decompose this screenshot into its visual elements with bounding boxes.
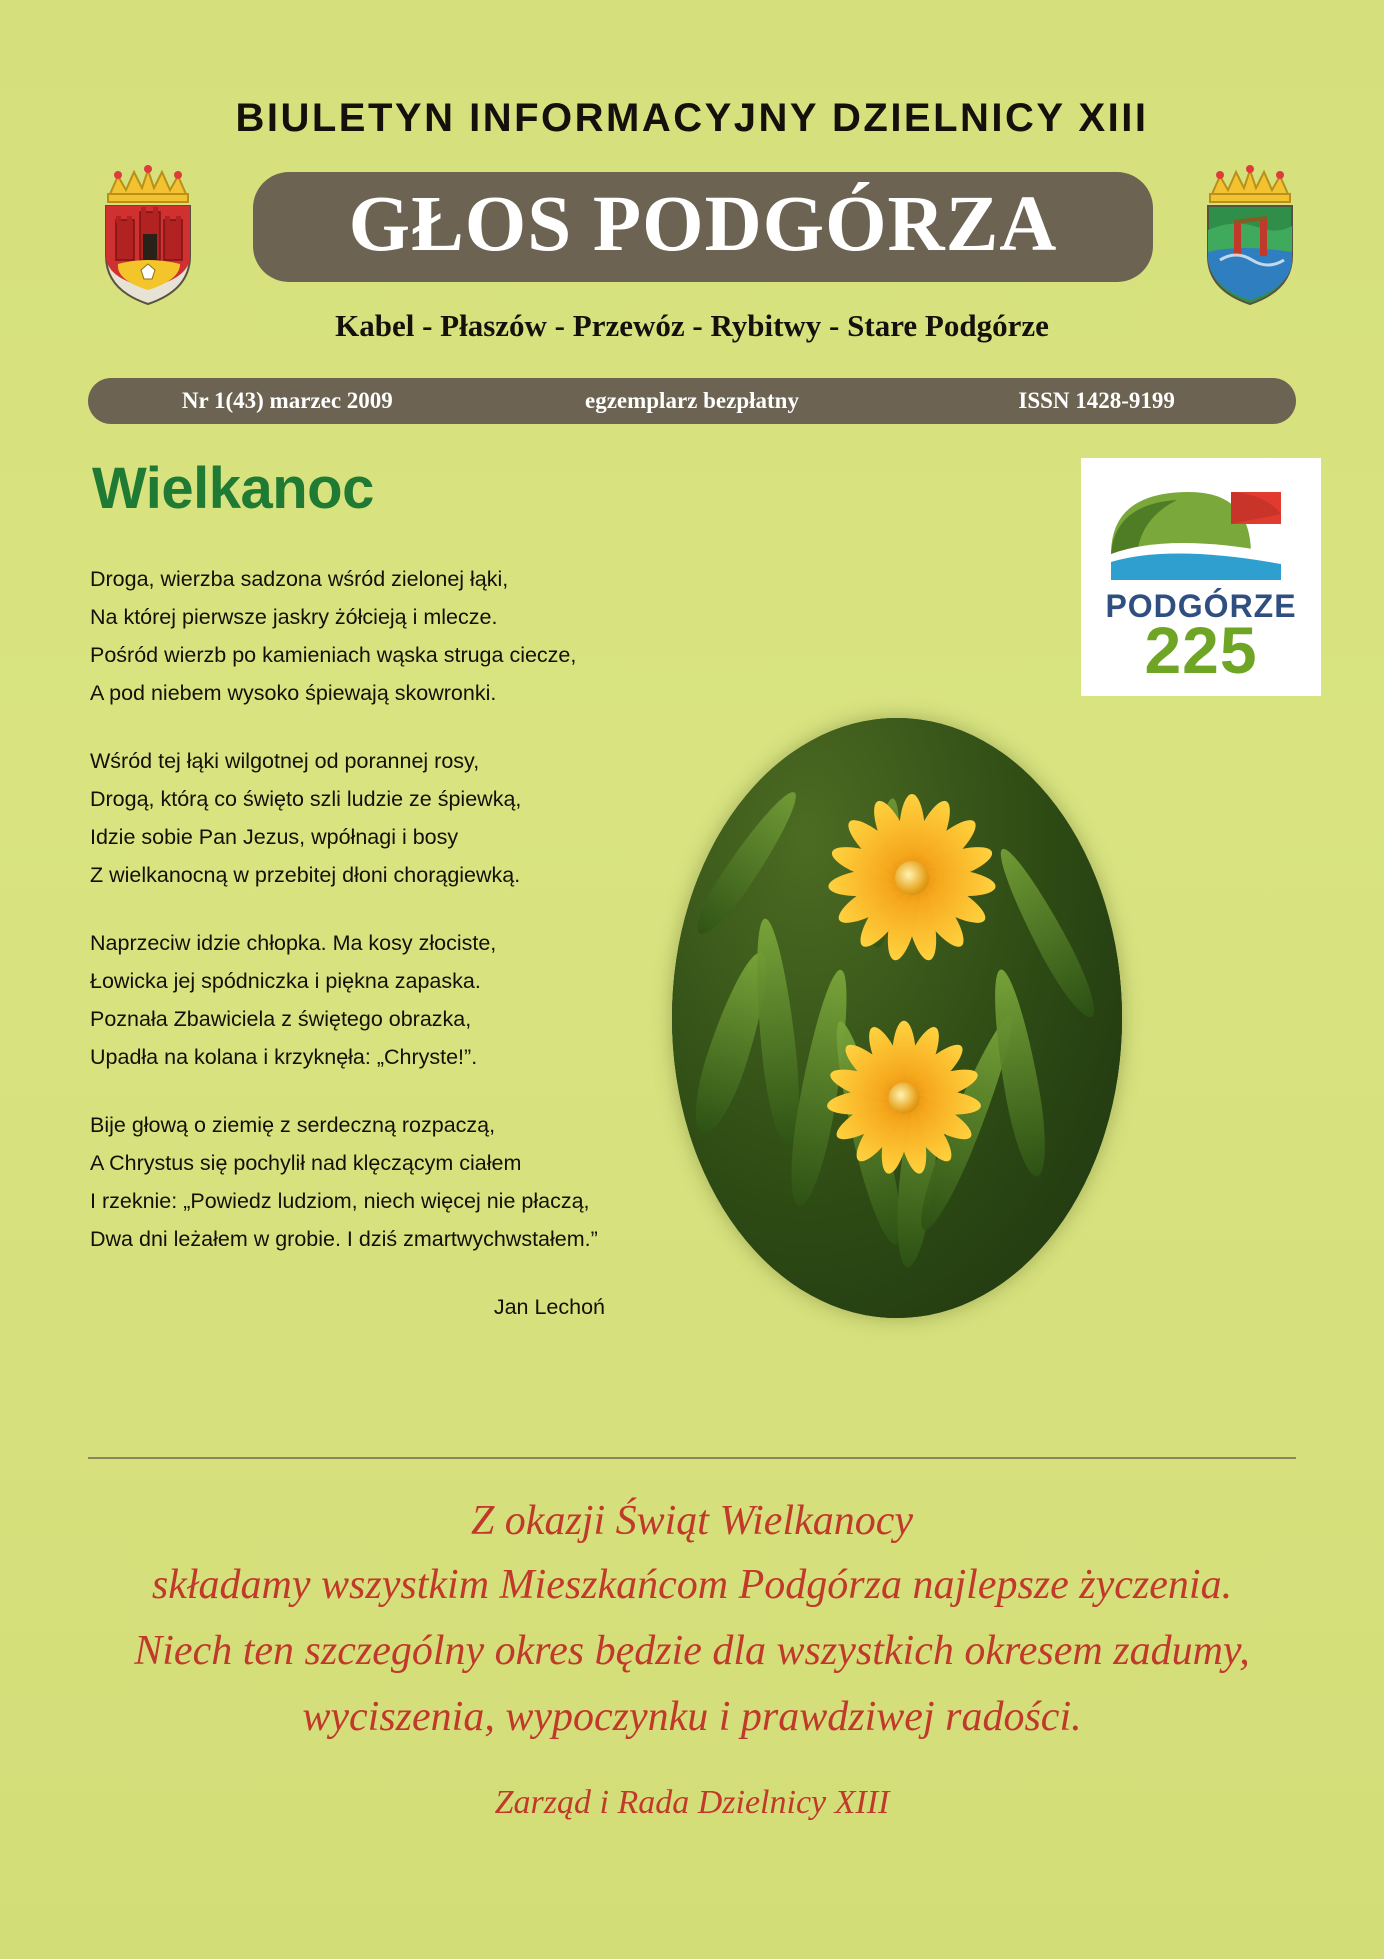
poem-line: I rzeknie: „Powiedz ludziom, niech więcej nie płaczą, — [90, 1189, 590, 1213]
issue-issn: ISSN 1428-9199 — [1018, 388, 1175, 413]
greeting-line-1: Z okazji Świąt Wielkanocy — [470, 1498, 914, 1544]
section-divider — [88, 1457, 1296, 1459]
poem-line: A Chrystus się pochylił nad klęczącym ciałem — [90, 1151, 522, 1175]
logo-graphic-icon — [1081, 458, 1321, 593]
poem-line: Drogą, którą co święto szli ludzie ze śpiewką, — [90, 787, 522, 811]
poem-line: Pośród wierzb po kamieniach wąska struga ciecze, — [90, 643, 577, 667]
issue-info-bar — [88, 378, 1296, 424]
logo-anniversary-number: 225 — [1144, 613, 1258, 687]
poem-line: Droga, wierzba sadzona wśród zielonej łąki, — [90, 567, 509, 591]
poem-stanza — [90, 924, 650, 1076]
greeting-line-3: Niech ten szczególny okres będzie dla wszystkich okresem zadumy, — [134, 1628, 1250, 1674]
newsletter-subtitle: Kabel - Płaszów - Przewóz - Rybitwy - Stare Podgórze — [335, 308, 1049, 343]
poem-author: Jan Lechoń — [493, 1295, 605, 1319]
poem-line: Na której pierwsze jaskry żółcieją i mlecze. — [90, 605, 498, 629]
poem-stanza — [90, 742, 650, 894]
greeting-line-4: wyciszenia, wypoczynku i prawdziwej radości. — [302, 1694, 1082, 1740]
logo-name: PODGÓRZE — [1105, 588, 1297, 624]
poem-line: A pod niebem wysoko śpiewają skowronki. — [90, 681, 497, 705]
poem-body — [90, 560, 650, 1326]
flower-photo — [672, 718, 1122, 1318]
coat-of-arms-left-icon — [88, 160, 208, 310]
poem-line: Idzie sobie Pan Jezus, wpółnagi i bosy — [90, 825, 459, 849]
poem-line: Z wielkanocną w przebitej dłoni chorągiewką. — [90, 863, 521, 887]
greeting-line-2: składamy wszystkim Mieszkańcom Podgórza najlepsze życzenia. — [151, 1562, 1233, 1608]
easter-greeting-block — [70, 1490, 1314, 1822]
issue-price: egzemplarz bezpłatny — [584, 388, 799, 413]
poem-line: Łowicka jej spódniczka i piękna zapaska. — [90, 969, 481, 993]
poem-line: Upadła na kolana i krzyknęła: „Chryste!”. — [90, 1045, 478, 1069]
poem-stanza — [90, 1106, 650, 1258]
poem-stanza — [90, 560, 650, 712]
newsletter-title: GŁOS PODGÓRZA — [348, 180, 1058, 268]
newsletter-title-bar — [253, 172, 1153, 282]
article-headline: Wielkanoc — [92, 456, 374, 521]
masthead-top-line: BIULETYN INFORMACYJNY DZIELNICY XIII — [235, 96, 1149, 140]
greeting-signature: Zarząd i Rada Dzielnicy XIII — [494, 1784, 890, 1821]
poem-line: Poznała Zbawiciela z świętego obrazka, — [90, 1007, 472, 1031]
poem-line: Bije głową o ziemię z serdeczną rozpaczą, — [90, 1113, 496, 1137]
coat-of-arms-right-icon — [1190, 160, 1310, 310]
poem-line: Dwa dni leżałem w grobie. I dziś zmartwychwstałem.” — [90, 1227, 598, 1251]
poem-line: Wśród tej łąki wilgotnej od porannej rosy, — [90, 749, 480, 773]
podgorze-225-logo — [1081, 458, 1321, 696]
poem-line: Naprzeciw idzie chłopka. Ma kosy złociste, — [90, 931, 497, 955]
issue-number: Nr 1(43) marzec 2009 — [181, 388, 393, 413]
